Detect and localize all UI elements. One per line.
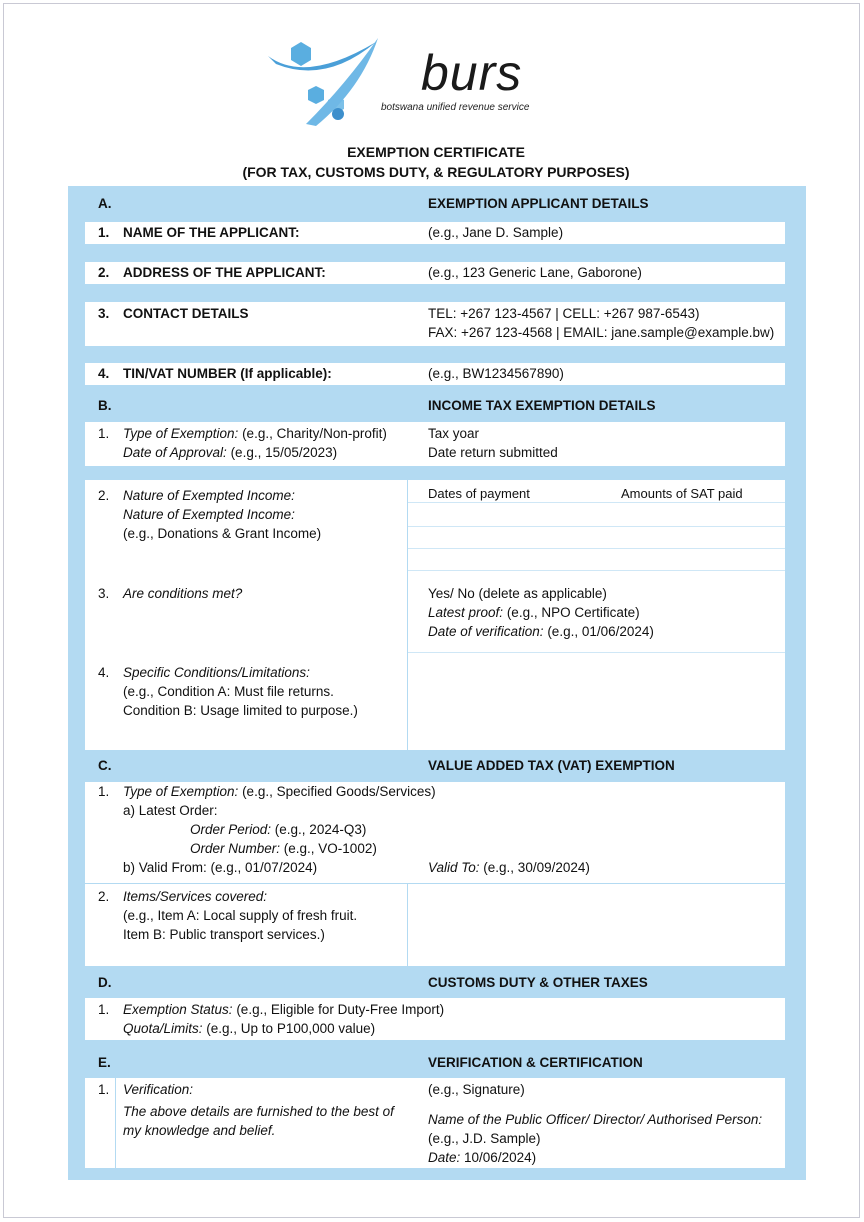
row-number: 2. — [98, 889, 110, 904]
declaration-text-2: my knowledge and belief. — [123, 1123, 276, 1138]
tin-vat-row — [85, 363, 785, 385]
applicant-address-label: ADDRESS OF THE APPLICANT: — [123, 265, 326, 280]
order-period-field[interactable]: Order Period: (e.g., 2024-Q3) — [190, 822, 367, 837]
tin-vat-field[interactable]: (e.g., BW1234567890) — [428, 366, 564, 381]
conditions-met-label: Are conditions met? — [123, 586, 243, 601]
applicant-name-row — [85, 222, 785, 244]
exemption-form — [68, 186, 806, 1180]
signature-field[interactable]: (e.g., Signature) — [428, 1082, 525, 1097]
quota-limits-field[interactable]: Quota/Limits: (e.g., Up to P100,000 value) — [123, 1021, 376, 1036]
contact-details-row — [85, 302, 785, 346]
section-a-heading: EXEMPTION APPLICANT DETAILS — [428, 196, 649, 211]
item-a-field[interactable]: (e.g., Item A: Local supply of fresh fruit. — [123, 908, 358, 923]
specific-conditions-label: Specific Conditions/Limitations: — [123, 665, 310, 680]
row-number: 1. — [98, 225, 110, 240]
conditions-met-field[interactable]: Yes/ No (delete as applicable) — [428, 586, 607, 601]
income-tax-row-1 — [85, 422, 785, 466]
applicant-address-row — [85, 262, 785, 284]
declaration-text-1: The above details are furnished to the best of — [123, 1104, 394, 1119]
row-number: 1. — [98, 426, 110, 441]
document-title: EXEMPTION CERTIFICATE — [347, 144, 525, 160]
vat-type-of-exemption[interactable]: Type of Exemption: (e.g., Specified Goods/Services) — [123, 784, 436, 799]
section-b-letter: B. — [98, 398, 112, 413]
nature-of-income-label-2: Nature of Exempted Income: — [123, 507, 295, 522]
certificate-page — [3, 3, 860, 1218]
section-a-letter: A. — [98, 196, 112, 211]
row-number: 1. — [98, 1082, 110, 1097]
dates-of-payment-header: Dates of payment — [428, 486, 530, 501]
section-d-letter: D. — [98, 975, 112, 990]
customs-duty-row — [85, 998, 785, 1040]
row-number: 2. — [98, 265, 110, 280]
latest-proof-field[interactable]: Latest proof: (e.g., NPO Certificate) — [428, 605, 640, 620]
contact-phone-field[interactable]: TEL: +267 123-4567 | CELL: +267 987-6543) — [428, 306, 700, 321]
applicant-address-field[interactable]: (e.g., 123 Generic Lane, Gaborone) — [428, 265, 642, 280]
row-number: 2. — [98, 488, 110, 503]
valid-to-field[interactable]: Valid To: (e.g., 30/09/2024) — [428, 860, 590, 875]
row-number: 3. — [98, 586, 110, 601]
section-e-heading: VERIFICATION & CERTIFICATION — [428, 1055, 643, 1070]
exemption-status-field[interactable]: Exemption Status: (e.g., Eligible for Duty-Free Import) — [123, 1002, 445, 1017]
logo-tagline: botswana unified revenue service — [381, 102, 530, 113]
date-return-submitted-label: Date return submitted — [428, 445, 558, 460]
nature-of-income-field[interactable]: (e.g., Donations & Grant Income) — [123, 526, 322, 541]
contact-details-label: CONTACT DETAILS — [123, 306, 249, 321]
contact-fax-email-field[interactable]: FAX: +267 123-4568 | EMAIL: jane.sample@example.bw) — [428, 325, 775, 340]
burs-logo — [266, 34, 556, 129]
amounts-sat-paid-header: Amounts of SAT paid — [621, 486, 743, 501]
tax-year-label: Tax yoar — [428, 426, 480, 441]
income-tax-row-block — [85, 480, 785, 750]
officer-name-label: Name of the Public Officer/ Director/ Authorised Person: — [428, 1112, 763, 1127]
condition-a-field[interactable]: (e.g., Condition A: Must file returns. — [123, 684, 334, 699]
section-c-letter: C. — [98, 758, 112, 773]
officer-name-field[interactable]: (e.g., J.D. Sample) — [428, 1131, 541, 1146]
order-number-field[interactable]: Order Number: (e.g., VO-1002) — [190, 841, 377, 856]
row-number: 3. — [98, 306, 110, 321]
condition-b-field[interactable]: Condition B: Usage limited to purpose.) — [123, 703, 358, 718]
applicant-name-label: NAME OF THE APPLICANT: — [123, 225, 300, 240]
nature-of-income-label: Nature of Exempted Income: — [123, 488, 295, 503]
row-number: 1. — [98, 1002, 110, 1017]
valid-from-field[interactable]: b) Valid From: (e.g., 01/07/2024) — [123, 860, 318, 875]
verification-label: Verification: — [123, 1082, 194, 1097]
latest-order-label: a) Latest Order: — [123, 803, 218, 818]
section-c-heading: VALUE ADDED TAX (VAT) EXEMPTION — [428, 758, 675, 773]
item-b-field[interactable]: Item B: Public transport services.) — [123, 927, 325, 942]
applicant-name-field[interactable]: (e.g., Jane D. Sample) — [428, 225, 564, 240]
document-subtitle: (FOR TAX, CUSTOMS DUTY, & REGULATORY PURPOSES) — [242, 164, 630, 180]
section-e-letter: E. — [98, 1055, 111, 1070]
vat-exemption-block — [85, 782, 785, 966]
section-b-heading: INCOME TAX EXEMPTION DETAILS — [428, 398, 656, 413]
row-number: 1. — [98, 784, 110, 799]
date-of-verification-field[interactable]: Date of verification: (e.g., 01/06/2024) — [428, 624, 654, 639]
row-number: 4. — [98, 665, 110, 680]
burs-emblem-icon — [266, 34, 426, 129]
certification-date-field[interactable]: Date: 10/06/2024) — [428, 1150, 537, 1165]
date-of-approval[interactable]: Date of Approval: (e.g., 15/05/2023) — [123, 445, 338, 460]
section-d-heading: CUSTOMS DUTY & OTHER TAXES — [428, 975, 648, 990]
verification-row — [85, 1078, 785, 1168]
tin-vat-label: TIN/VAT NUMBER (If applicable): — [123, 366, 332, 381]
row-number: 4. — [98, 366, 110, 381]
logo-wordmark: burs — [421, 45, 523, 101]
type-of-exemption[interactable]: Type of Exemption: (e.g., Charity/Non-profit) — [123, 426, 387, 441]
items-covered-label: Items/Services covered: — [123, 889, 268, 904]
